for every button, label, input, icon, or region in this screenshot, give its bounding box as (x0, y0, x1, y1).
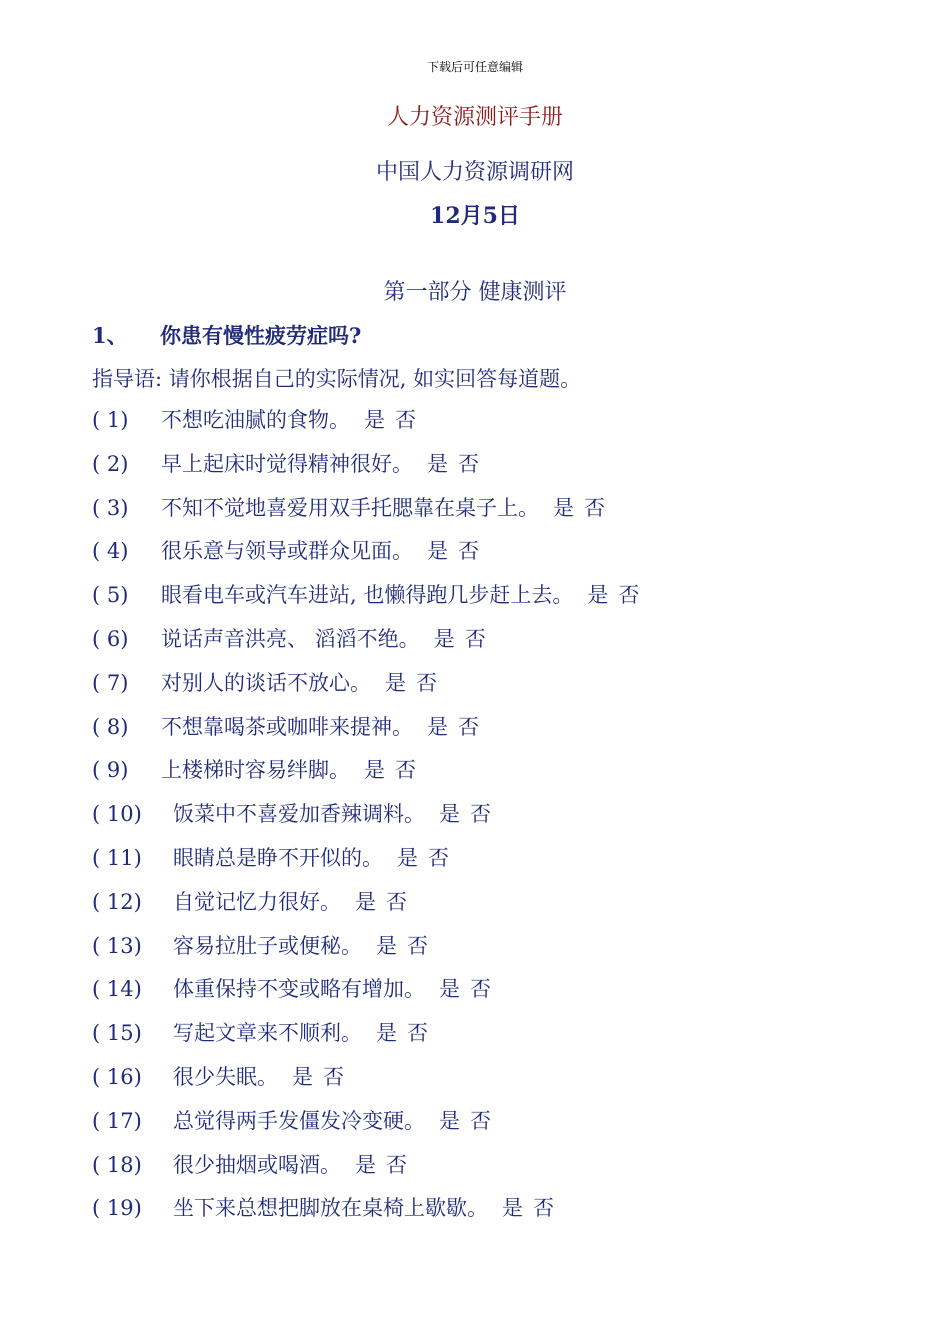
yes-option[interactable]: 是 (397, 845, 418, 870)
item-text: 总觉得两手发僵发冷变硬。 (173, 1108, 425, 1133)
document-date: 12月5日 (430, 203, 520, 229)
list-item (92, 1063, 639, 1107)
item-text: 对别人的谈话不放心。 (161, 670, 371, 695)
list-item (92, 1019, 639, 1063)
guide-text: 指导语: 请你根据自己的实际情况, 如实回答每道题。 (92, 367, 582, 391)
section-title: 第一部分 健康测评 (383, 280, 567, 305)
item-text: 写起文章来不顺利。 (173, 1021, 362, 1046)
item-number: ( 13) (92, 933, 142, 958)
no-option[interactable]: 否 (533, 1196, 554, 1221)
item-number: ( 7) (92, 670, 129, 695)
no-option[interactable]: 否 (458, 539, 479, 564)
item-text: 很乐意与领导或群众见面。 (161, 539, 413, 564)
list-item (92, 406, 639, 450)
item-text: 早上起床时觉得精神很好。 (161, 451, 413, 476)
item-number: ( 11) (92, 845, 142, 870)
yes-option[interactable]: 是 (292, 1064, 313, 1089)
item-number: ( 14) (92, 977, 142, 1002)
item-text: 自觉记忆力很好。 (173, 889, 341, 914)
item-text: 不知不觉地喜爱用双手托腮靠在桌子上。 (161, 495, 539, 520)
item-text: 坐下来总想把脚放在桌椅上歇歇。 (173, 1196, 488, 1221)
item-text: 很少失眠。 (173, 1064, 278, 1089)
no-option[interactable]: 否 (395, 758, 416, 783)
item-text: 容易拉肚子或便秘。 (173, 933, 362, 958)
no-option[interactable]: 否 (470, 1108, 491, 1133)
item-text: 上楼梯时容易绊脚。 (161, 758, 350, 783)
question-text: 你患有慢性疲劳症吗? (160, 323, 362, 348)
yes-option[interactable]: 是 (439, 977, 460, 1002)
item-text: 说话声音洪亮、 滔滔不绝。 (161, 626, 420, 651)
item-number: ( 6) (92, 626, 129, 651)
no-option[interactable]: 否 (386, 889, 407, 914)
item-number: ( 4) (92, 539, 129, 564)
list-item (92, 844, 639, 888)
list-item (92, 494, 639, 538)
yes-option[interactable]: 是 (364, 758, 385, 783)
yes-option[interactable]: 是 (502, 1196, 523, 1221)
yes-option[interactable]: 是 (355, 889, 376, 914)
question-items-list (92, 406, 639, 1238)
yes-option[interactable]: 是 (376, 1021, 397, 1046)
no-option[interactable]: 否 (407, 1021, 428, 1046)
item-text: 眼看电车或汽车进站, 也懒得跑几步赶上去。 (161, 583, 574, 608)
list-item (92, 932, 639, 976)
item-number: ( 12) (92, 889, 142, 914)
item-number: ( 10) (92, 802, 142, 827)
yes-option[interactable]: 是 (427, 539, 448, 564)
yes-option[interactable]: 是 (376, 933, 397, 958)
no-option[interactable]: 否 (464, 626, 486, 651)
item-number: ( 15) (92, 1021, 142, 1046)
item-number: ( 3) (92, 495, 129, 520)
item-number: ( 9) (92, 758, 129, 783)
no-option[interactable]: 否 (618, 583, 640, 608)
organization-name: 中国人力资源调研网 (375, 160, 574, 185)
yes-option[interactable]: 是 (427, 714, 448, 739)
list-item (92, 625, 639, 669)
no-option[interactable]: 否 (470, 977, 491, 1002)
list-item (92, 975, 639, 1019)
no-option[interactable]: 否 (458, 714, 479, 739)
yes-option[interactable]: 是 (553, 495, 574, 520)
item-number: ( 18) (92, 1152, 142, 1177)
question-heading (92, 320, 361, 350)
yes-option[interactable]: 是 (427, 451, 448, 476)
item-text: 不想吃油腻的食物。 (161, 408, 350, 432)
no-option[interactable]: 否 (407, 933, 428, 958)
item-number: ( 17) (92, 1108, 142, 1133)
no-option[interactable]: 否 (386, 1152, 407, 1177)
item-text: 饭菜中不喜爱加香辣调料。 (173, 802, 425, 827)
yes-option[interactable]: 是 (439, 802, 460, 827)
list-item (92, 581, 639, 625)
item-text: 眼睛总是睁不开似的。 (173, 845, 383, 870)
list-item (92, 1107, 639, 1151)
no-option[interactable]: 否 (470, 802, 491, 827)
item-number: ( 16) (92, 1064, 142, 1089)
yes-option[interactable]: 是 (433, 626, 455, 651)
question-number: 1、 (92, 323, 128, 348)
no-option[interactable]: 否 (416, 670, 437, 695)
list-item (92, 800, 639, 844)
no-option[interactable]: 否 (323, 1064, 344, 1089)
item-text: 很少抽烟或喝酒。 (173, 1152, 341, 1177)
list-item (92, 756, 639, 800)
list-item (92, 1194, 639, 1238)
list-item (92, 450, 639, 494)
list-item (92, 669, 639, 713)
yes-option[interactable]: 是 (385, 670, 406, 695)
item-number: ( 5) (92, 583, 129, 608)
document-title: 人力资源测评手册 (386, 105, 563, 130)
yes-option[interactable]: 是 (364, 408, 385, 432)
item-number: ( 8) (92, 714, 129, 739)
list-item (92, 1151, 639, 1195)
yes-option[interactable]: 是 (355, 1152, 376, 1177)
no-option[interactable]: 否 (584, 495, 605, 520)
item-text: 体重保持不变或略有增加。 (173, 977, 425, 1002)
item-number: ( 19) (92, 1196, 142, 1221)
no-option[interactable]: 否 (458, 451, 479, 476)
list-item (92, 713, 639, 757)
no-option[interactable]: 否 (395, 408, 416, 432)
yes-option[interactable]: 是 (439, 1108, 460, 1133)
yes-option[interactable]: 是 (587, 583, 609, 608)
no-option[interactable]: 否 (428, 845, 449, 870)
list-item (92, 537, 639, 581)
header-note: 下载后可任意编辑 (426, 60, 523, 74)
list-item (92, 888, 639, 932)
item-number: ( 1) (92, 408, 129, 432)
item-number: ( 2) (92, 451, 129, 476)
item-text: 不想靠喝茶或咖啡来提神。 (161, 714, 413, 739)
